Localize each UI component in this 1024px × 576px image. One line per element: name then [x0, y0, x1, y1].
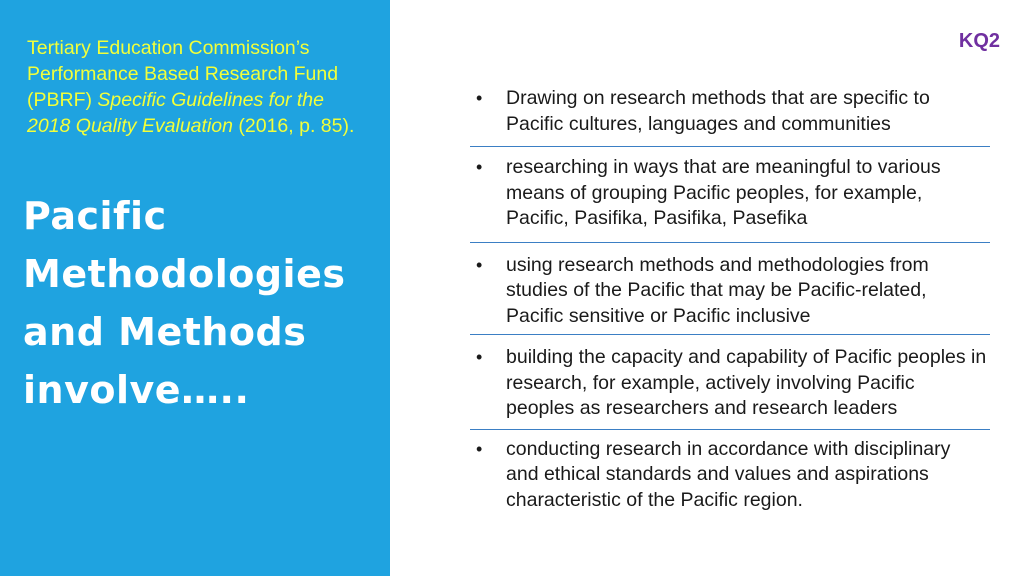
bullet-icon: •	[476, 88, 483, 108]
citation-part2: (2016, p. 85).	[232, 115, 355, 137]
heading-line-2: Methodologies	[23, 252, 346, 296]
list-item	[470, 243, 990, 336]
citation-text	[27, 35, 367, 139]
list-item-text: using research methods and methodologies from studies of the Pacific that may be Pacific-related, Pacific sensitive or Pacific inclusive	[506, 253, 929, 327]
heading-line-4: involve…..	[23, 368, 250, 412]
list-item-text: conducting research in accordance with disciplinary and ethical standards and values and aspirations characteristic of the Pacific region.	[506, 437, 951, 511]
list-item	[470, 430, 990, 518]
bullet-icon: •	[476, 157, 483, 177]
bullet-icon: •	[476, 254, 483, 275]
key-question-badge: KQ2	[958, 30, 1000, 52]
bullet-icon: •	[476, 347, 483, 367]
citation-italic-title: Specific Guidelines for the 2018 Quality Evaluation	[27, 89, 324, 137]
heading-line-1: Pacific	[23, 194, 167, 238]
list-item-text: researching in ways that are meaningful to various means of grouping Pacific peoples, for example, Pacific, Pasifika, Pasifika, Pasefika	[506, 156, 941, 229]
slide-heading	[23, 187, 383, 419]
list-item-text: Drawing on research methods that are specific to Pacific cultures, languages and communities	[506, 87, 930, 135]
citation-part1: Tertiary Education Commission’s Performance Based Research Fund (PBRF)	[27, 37, 339, 111]
left-panel	[0, 0, 390, 576]
bullet-icon: •	[476, 438, 483, 459]
list-item	[470, 84, 990, 147]
list-item	[470, 147, 990, 243]
bullet-list	[470, 84, 990, 517]
heading-line-3: and Methods	[23, 310, 307, 354]
list-item-text: building the capacity and capability of Pacific peoples in research, for example, actively involving Pacific peoples as researchers and research leaders	[506, 346, 987, 419]
list-item	[470, 335, 990, 430]
